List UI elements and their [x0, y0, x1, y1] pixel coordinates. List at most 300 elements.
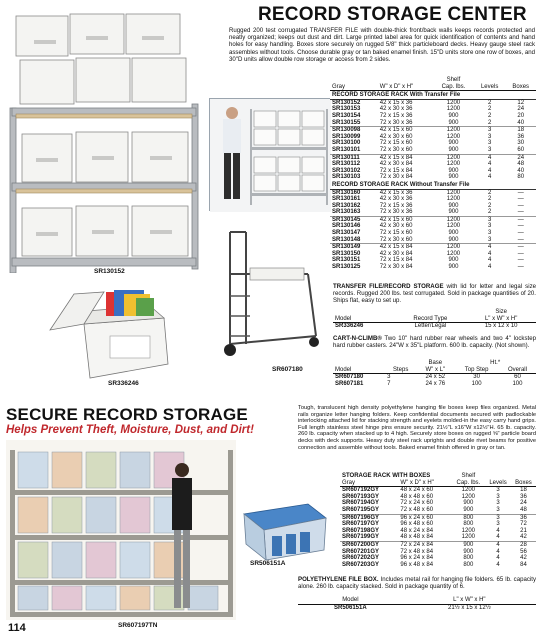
- secure-row-cell: 900: [463, 500, 474, 507]
- secure-row-cell: 1200: [461, 493, 476, 500]
- plastic-bin: [86, 497, 116, 533]
- rack-row-cell: SR130163: [332, 209, 361, 216]
- rack-row-cell: 72 x 30 x 60: [379, 146, 413, 153]
- rack-row-cell: 72 x 15 x 36: [379, 112, 413, 119]
- rack-row-cell: 3: [487, 223, 492, 230]
- secure-table-title: STORAGE RACK WITH BOXES: [342, 473, 431, 479]
- secure-row-cell: 3: [496, 514, 500, 521]
- secure-row-cell: 800: [463, 514, 474, 521]
- rack-row-cell: —: [517, 216, 524, 223]
- cart-row-cell: SR607180: [335, 374, 364, 381]
- col-levels: Levels: [474, 84, 506, 91]
- cart-table: [333, 360, 536, 387]
- rack-row-cell: 1200: [446, 133, 461, 140]
- rack-row-cell: 42 x 15 x 36: [379, 189, 413, 196]
- sec-col-boxes: Boxes: [511, 480, 536, 487]
- box-caption: SR336246: [108, 380, 139, 387]
- plastic-bin: [52, 542, 82, 578]
- cart-row-cell: SR607181: [335, 380, 364, 387]
- rack-row-cell: 4: [487, 244, 492, 251]
- rack-row-cell: 1200: [446, 106, 461, 113]
- secure-row-cell: 72 x 24 x 84: [400, 541, 434, 548]
- col-gray: Gray: [330, 84, 378, 91]
- rack-row-cell: 12: [517, 99, 525, 106]
- plastic-bin: [120, 497, 150, 533]
- rack-row-cell: SR130150: [332, 250, 361, 257]
- cart-text: Two 10" hard rubber rear wheels and two 4" lockstep hard rubber casters. 24"W x 35"L platform. 600 lb. capacity. (Not shown).: [333, 335, 536, 350]
- rack-row: [330, 237, 536, 244]
- secure-row-cell: 28: [520, 541, 527, 548]
- tf-record-type: Letter/Legal: [414, 323, 447, 330]
- rack-row-cell: SR130160: [332, 189, 361, 196]
- rack-row-cell: 900: [448, 209, 459, 216]
- rack-row-cell: 72 x 15 x 84: [379, 257, 413, 264]
- rack-row-cell: —: [517, 264, 524, 271]
- rack-row-cell: SR130152: [332, 99, 361, 106]
- secure-row-cell: 4: [496, 527, 500, 534]
- secure-row-cell: SR607199GY: [342, 534, 380, 541]
- rack-row-cell: 900: [448, 174, 459, 181]
- plastic-bin: [18, 542, 48, 578]
- cart-col-model: Model: [333, 367, 385, 374]
- rack-row-cell: 3: [487, 127, 492, 134]
- rack-row-cell: 60: [517, 146, 525, 153]
- secure-row-cell: SR607201GY: [342, 548, 380, 555]
- rack-row-cell: SR130149: [332, 244, 361, 251]
- secure-row-cell: 96 x 24 x 60: [400, 514, 434, 521]
- rack-row: [330, 223, 536, 230]
- rack-row: [330, 230, 536, 237]
- poly-box-caption: SR506151A: [250, 560, 286, 567]
- secure-row-cell: 800: [463, 561, 474, 568]
- tf-col-model: Model: [333, 316, 394, 323]
- secure-row-cell: 48 x 24 x 60: [400, 487, 434, 494]
- rack-row-cell: 3: [487, 216, 492, 223]
- cart-row-cell: 24 x 76: [425, 380, 446, 387]
- rack-row-cell: 42 x 15 x 84: [379, 154, 413, 161]
- plastic-bin: [86, 452, 116, 488]
- rack-row-cell: —: [517, 223, 524, 230]
- rack-photo: [6, 8, 206, 273]
- rack-row-cell: 20: [517, 112, 525, 119]
- cart-col-top: Top Step: [454, 367, 499, 374]
- secure-row-cell: SR607193GY: [342, 493, 380, 500]
- sec-col-levels: Levels: [485, 480, 511, 487]
- secure-row-cell: 24: [520, 500, 527, 507]
- rack-row-cell: 900: [448, 236, 459, 243]
- rack-row-cell: —: [517, 209, 524, 216]
- poly-desc: [298, 576, 536, 590]
- section-without-transfer-file: RECORD STORAGE RACK Without Transfer File: [330, 181, 536, 189]
- secure-row: [340, 487, 536, 494]
- cart-base-top: Base: [428, 360, 443, 366]
- secure-row-cell: 800: [463, 555, 474, 562]
- rack-row-cell: 72 x 15 x 84: [379, 167, 413, 174]
- rack-row-cell: 72 x 30 x 36: [379, 119, 413, 126]
- rack-row-cell: 72 x 15 x 60: [379, 230, 413, 237]
- secure-row-cell: 21: [520, 527, 527, 534]
- rack-row-cell: 42 x 30 x 36: [379, 106, 413, 113]
- cart-row-cell: 30: [473, 374, 480, 381]
- poly-model: SR506151A: [334, 604, 367, 611]
- poly-text: Includes metal rail for hanging file folders. 65 lb. capacity alone. 260 lb. capacity stacked. Sold in package quantity of 6.: [298, 576, 537, 591]
- rack-row-cell: 4: [487, 154, 492, 161]
- rack-row: [330, 174, 536, 181]
- plastic-bin: [18, 497, 48, 533]
- secure-row-cell: SR607192GY: [342, 487, 380, 494]
- rack-row-cell: 4: [487, 264, 492, 271]
- rack-row-cell: 4: [487, 167, 492, 174]
- rack-row-cell: 30: [517, 140, 525, 147]
- secure-row-cell: 18: [520, 487, 527, 494]
- transfer-file-text: with lid for letter and legal size records. Rugged 200 lbs. test corrugated. Sold in package quantities of 20. Ships flat, easy to set up.: [333, 283, 537, 305]
- poly-box-photo: [238, 492, 330, 562]
- secure-row-cell: 800: [463, 521, 474, 528]
- rack-row-cell: 1200: [446, 127, 461, 134]
- secure-rack-caption: SR607197TN: [118, 622, 158, 629]
- rack-row-cell: 42 x 15 x 84: [379, 244, 413, 251]
- rack-row-cell: —: [517, 189, 524, 196]
- rack-row-cell: 1200: [446, 223, 461, 230]
- plastic-bin: [18, 452, 48, 488]
- secure-row-cell: 4: [496, 541, 500, 548]
- rack-row-cell: 900: [448, 146, 459, 153]
- record-center-title: RECORD STORAGE CENTER: [258, 4, 527, 25]
- rack-row-cell: 4: [487, 250, 492, 257]
- rack-row-cell: 900: [448, 119, 459, 126]
- cart-row: [333, 381, 536, 388]
- rack-row-cell: SR130098: [332, 127, 361, 134]
- rack-row-cell: 2: [487, 112, 492, 119]
- rack-row-cell: SR130103: [332, 174, 361, 181]
- rack-row: [330, 189, 536, 196]
- rack-row-cell: 80: [517, 174, 525, 181]
- rack-row-cell: 48: [517, 161, 525, 168]
- rack-row-cell: SR130111: [332, 154, 360, 161]
- rack-row-cell: 72 x 30 x 60: [379, 236, 413, 243]
- rack-row-cell: 42 x 30 x 36: [379, 196, 413, 203]
- cart-col-base: W" x L": [416, 367, 454, 374]
- rack-row-cell: —: [517, 236, 524, 243]
- rack-caption: SR130152: [94, 268, 125, 275]
- secure-row-cell: 84: [520, 561, 527, 568]
- cart-row-cell: 60: [514, 374, 521, 381]
- secure-row-cell: 3: [496, 493, 500, 500]
- rack-row: [330, 216, 536, 223]
- rack-row-cell: 72 x 15 x 60: [379, 140, 413, 147]
- secure-row-cell: 72 x 24 x 60: [400, 500, 434, 507]
- tf-size: 15 x 12 x 10: [484, 323, 518, 330]
- rack-row-cell: 72 x 30 x 84: [379, 174, 413, 181]
- record-rack-table: [330, 77, 536, 271]
- rack-row-cell: SR130101: [332, 146, 361, 153]
- col-cap: Cap. lbs.: [433, 84, 474, 91]
- cart-row-cell: 3: [387, 374, 391, 381]
- tf-size-top: Size: [495, 309, 507, 315]
- secure-row-cell: 42: [520, 534, 527, 541]
- rack-row-cell: 900: [448, 257, 459, 264]
- rack-row-cell: 3: [487, 140, 492, 147]
- rack-row-cell: SR130125: [332, 264, 361, 271]
- rack-row-cell: 4: [487, 174, 492, 181]
- rack-row-cell: 900: [448, 202, 459, 209]
- cart-col-steps: Steps: [385, 367, 416, 374]
- rack-row: [330, 244, 536, 251]
- secure-banner: Helps Prevent Theft, Moisture, Dust, and Dirt!: [6, 424, 254, 436]
- tf-model: SR336246: [335, 323, 364, 330]
- cart-row-cell: 24 x 52: [425, 374, 446, 381]
- transfer-file-bold: TRANSFER FILE/RECORD STORAGE: [333, 283, 444, 290]
- cart-bold: CART-N-CLIMB®: [333, 335, 382, 342]
- plastic-bin: [18, 586, 48, 610]
- rack-row-cell: 1200: [446, 196, 461, 203]
- rack-row-cell: SR130162: [332, 202, 361, 209]
- rack-row-cell: 1200: [446, 161, 461, 168]
- secure-row-cell: SR607196GY: [342, 514, 380, 521]
- secure-row-cell: SR607203GY: [342, 561, 380, 568]
- rack-row-cell: 24: [517, 106, 525, 113]
- secure-row-cell: SR607198GY: [342, 527, 380, 534]
- rack-row-cell: 900: [448, 230, 459, 237]
- plastic-bin: [120, 586, 150, 610]
- rack-row-cell: 40: [517, 119, 525, 126]
- poly-table: [298, 597, 536, 611]
- rack-row-cell: —: [517, 250, 524, 257]
- section-with-transfer-file: RECORD STORAGE RACK With Transfer File: [330, 91, 536, 100]
- rack-row: [330, 147, 536, 154]
- rack-row: [330, 154, 536, 161]
- rack-row-cell: 72 x 30 x 84: [379, 264, 413, 271]
- poly-col-model: Model: [298, 597, 403, 604]
- rack-row: [330, 106, 536, 113]
- plastic-bin: [52, 586, 82, 610]
- rack-row: [330, 196, 536, 203]
- secure-row: [340, 494, 536, 501]
- rack-row-cell: SR130147: [332, 230, 361, 237]
- rack-row: [330, 120, 536, 127]
- rack-row-cell: 42 x 15 x 60: [379, 216, 413, 223]
- poly-size: 21½ x 15 x 12½: [448, 604, 491, 611]
- secure-row-cell: 1200: [461, 487, 476, 494]
- cart-caption: SR607180: [272, 366, 303, 373]
- secure-row-cell: 4: [496, 561, 500, 568]
- col-boxes: Boxes: [505, 84, 536, 91]
- secure-title: SECURE RECORD STORAGE: [6, 405, 248, 424]
- secure-row: [340, 562, 536, 569]
- transfer-file-desc: [333, 283, 536, 305]
- col-dims: W" x D" x H": [378, 84, 433, 91]
- rack-row-cell: 42 x 30 x 60: [379, 133, 413, 140]
- rack-row-cell: SR130146: [332, 223, 361, 230]
- rack-row-cell: 3: [487, 146, 492, 153]
- secure-row: [340, 534, 536, 541]
- secure-rack-table: [340, 473, 536, 568]
- rack-row-cell: 900: [448, 112, 459, 119]
- rack-row-cell: SR130102: [332, 167, 361, 174]
- transfer-box-photo: [44, 284, 174, 382]
- rack-row-cell: 2: [487, 209, 492, 216]
- rack-row: [330, 257, 536, 264]
- rack-row-cell: 900: [448, 264, 459, 271]
- secure-row-cell: 36: [520, 493, 527, 500]
- plastic-bin: [86, 542, 116, 578]
- plastic-bin: [86, 586, 116, 610]
- secure-row-cell: 900: [463, 506, 474, 513]
- rack-row: [330, 264, 536, 271]
- rack-row-cell: 36: [517, 133, 525, 140]
- rack-row-cell: —: [517, 196, 524, 203]
- rack-row-cell: 1200: [446, 189, 461, 196]
- secure-row-cell: 72 x 48 x 84: [400, 548, 434, 555]
- rack-row: [330, 161, 536, 168]
- tf-col-record-type: Record Type: [394, 316, 466, 323]
- secure-row-cell: 48: [520, 506, 527, 513]
- secure-row-cell: 3: [496, 521, 500, 528]
- rack-row-cell: 40: [517, 167, 525, 174]
- secure-row-cell: SR607202GY: [342, 555, 380, 562]
- rack-row: [330, 209, 536, 216]
- sec-col-gray: Gray: [340, 480, 398, 487]
- rack-row-cell: SR130099: [332, 133, 361, 140]
- secure-row-cell: 4: [496, 555, 500, 562]
- secure-row-cell: 1200: [461, 534, 476, 541]
- secure-row-cell: SR607200GY: [342, 541, 380, 548]
- page-number: 114: [8, 622, 26, 634]
- secure-row-cell: 96 x 24 x 84: [400, 555, 434, 562]
- secure-row: [340, 521, 536, 528]
- rack-row-cell: 72 x 15 x 36: [379, 202, 413, 209]
- rack-row-cell: 1200: [446, 99, 461, 106]
- cart-row: [333, 374, 536, 381]
- rack-row-cell: SR130100: [332, 140, 361, 147]
- rack-row-cell: 900: [448, 167, 459, 174]
- rack-row-cell: 2: [487, 202, 492, 209]
- plastic-bin: [52, 452, 82, 488]
- rack-row-cell: —: [517, 230, 524, 237]
- poly-bold: POLYETHYLENE FILE BOX.: [298, 576, 379, 583]
- cart-col-overall: Overall: [499, 367, 536, 374]
- rack-row-cell: SR130145: [332, 216, 361, 223]
- rack-row-cell: SR130153: [332, 106, 361, 113]
- rack-row-cell: —: [517, 202, 524, 209]
- secure-row-cell: 900: [463, 548, 474, 555]
- rack-row-cell: 1200: [446, 244, 461, 251]
- rack-row-cell: 2: [487, 189, 492, 196]
- secure-row-cell: 72: [520, 521, 527, 528]
- rack-row-cell: 3: [487, 133, 492, 140]
- secure-row-cell: 42: [520, 555, 527, 562]
- rack-row-cell: 42 x 30 x 84: [379, 161, 413, 168]
- secure-row-cell: 4: [496, 548, 500, 555]
- plastic-bin: [120, 452, 150, 488]
- sec-col-dims: W" x D" x H": [398, 480, 451, 487]
- secure-row-cell: 48 x 48 x 60: [400, 493, 434, 500]
- secure-row: [340, 541, 536, 548]
- rack-row: [330, 203, 536, 210]
- rack-row-cell: 72 x 30 x 36: [379, 209, 413, 216]
- rack-row-cell: 900: [448, 140, 459, 147]
- rack-row: [330, 113, 536, 120]
- rack-row-cell: 1200: [446, 250, 461, 257]
- rack-row-cell: 2: [487, 119, 492, 126]
- secure-shelf-top: Shelf: [461, 473, 476, 479]
- cart-ht-top: Ht.*: [490, 360, 501, 366]
- transfer-file-table: [333, 309, 536, 330]
- secure-row-cell: SR607194GY: [342, 500, 380, 507]
- rack-row-cell: 2: [487, 99, 492, 106]
- rack-row-cell: SR130155: [332, 119, 361, 126]
- secure-row: [340, 500, 536, 507]
- secure-row: [340, 528, 536, 535]
- secure-row-cell: 96 x 48 x 60: [400, 521, 434, 528]
- rack-row-cell: 3: [487, 236, 492, 243]
- secure-row: [340, 514, 536, 521]
- plastic-bin: [52, 497, 82, 533]
- secure-row-cell: 1200: [461, 527, 476, 534]
- rack-row-cell: 42 x 30 x 84: [379, 250, 413, 257]
- secure-row: [340, 555, 536, 562]
- rack-row: [330, 251, 536, 258]
- poly-col-size: L" x W" x H": [403, 597, 536, 604]
- tf-col-size: L" x W" x H": [466, 316, 536, 323]
- rack-row: [330, 127, 536, 134]
- secure-description: Tough, translucent high density polyethylene hanging file boxes keep files organized. Metal rails organize letter hanging folders. Keep confidential documents secured with padlockable interlocking attached lid for stacking strength and eyelets molded-in the easy carry hand grips. Full length stainless steel hinge pins ensure security. 21½"L x16"W x12½"H. 65 lb. capacity. 260 lb. capacity when stacked up to 4 high. Securely store boxes on rugged ⅝" particle board decks with deck supports. Heavy duty steel rack uprights and double rivet beams for positive connection and assemble without tools. Baked enamel finish offered in gray or tan.: [298, 405, 536, 451]
- rack-row-cell: 2: [487, 106, 492, 113]
- rack-row-cell: 1200: [446, 154, 461, 161]
- secure-row-cell: 3: [496, 487, 500, 494]
- rack-row-cell: SR130161: [332, 196, 361, 203]
- secure-row-cell: 4: [496, 534, 500, 541]
- rack-row-cell: 42 x 15 x 60: [379, 127, 413, 134]
- secure-row-cell: 900: [463, 541, 474, 548]
- man-rack-photo: [209, 98, 330, 211]
- secure-row-cell: 3: [496, 500, 500, 507]
- secure-row-cell: 3: [496, 506, 500, 513]
- rack-row-cell: SR130154: [332, 112, 361, 119]
- secure-row-cell: 56: [520, 548, 527, 555]
- secure-row-cell: 96 x 48 x 84: [400, 561, 434, 568]
- rack-row-cell: —: [517, 257, 524, 264]
- secure-row-cell: SR607197GY: [342, 521, 380, 528]
- cart-row-cell: 100: [471, 380, 482, 387]
- rack-row-cell: SR130151: [332, 257, 361, 264]
- rack-row-cell: 24: [517, 154, 525, 161]
- rack-row-cell: 4: [487, 161, 492, 168]
- rack-row-cell: 4: [487, 257, 492, 264]
- plastic-bin: [120, 542, 150, 578]
- cart-desc: [333, 335, 536, 349]
- rack-row: [330, 99, 536, 106]
- rack-row-cell: 2: [487, 196, 492, 203]
- secure-row: [340, 507, 536, 514]
- rack-row-cell: 42 x 30 x 60: [379, 223, 413, 230]
- rack-row: [330, 168, 536, 175]
- secure-row: [340, 549, 536, 556]
- rack-row-cell: 42 x 15 x 36: [379, 99, 413, 106]
- rack-row-cell: 1200: [446, 216, 461, 223]
- rack-row-cell: —: [517, 244, 524, 251]
- cart-photo: [216, 224, 328, 374]
- secure-row-cell: 36: [520, 514, 527, 521]
- plastic-bin: [188, 586, 218, 610]
- rack-row-cell: 3: [487, 230, 492, 237]
- secure-row-cell: SR607195GY: [342, 506, 380, 513]
- record-center-description: Rugged 200 test corrugated TRANSFER FILE with double-thick front/back walls keeps records protected and neatly organized; keeps out dust and dirt. Large printed label area for quick identification of contents and hand holes for easy handling. Boxes store securely on rugged 5/8" thick particleboard decks. Heavy gauge steel rack assembles without tools. Choose durable gray or tan baked enamel finish. 15"D units store one row of boxes, and 30"D units allow double row storage or access from 2 sides.: [229, 27, 536, 63]
- cart-row-cell: 7: [387, 380, 391, 387]
- rack-row-cell: SR130112: [332, 161, 361, 168]
- secure-row-cell: 48 x 24 x 84: [400, 527, 434, 534]
- secure-row-cell: 72 x 48 x 60: [400, 506, 434, 513]
